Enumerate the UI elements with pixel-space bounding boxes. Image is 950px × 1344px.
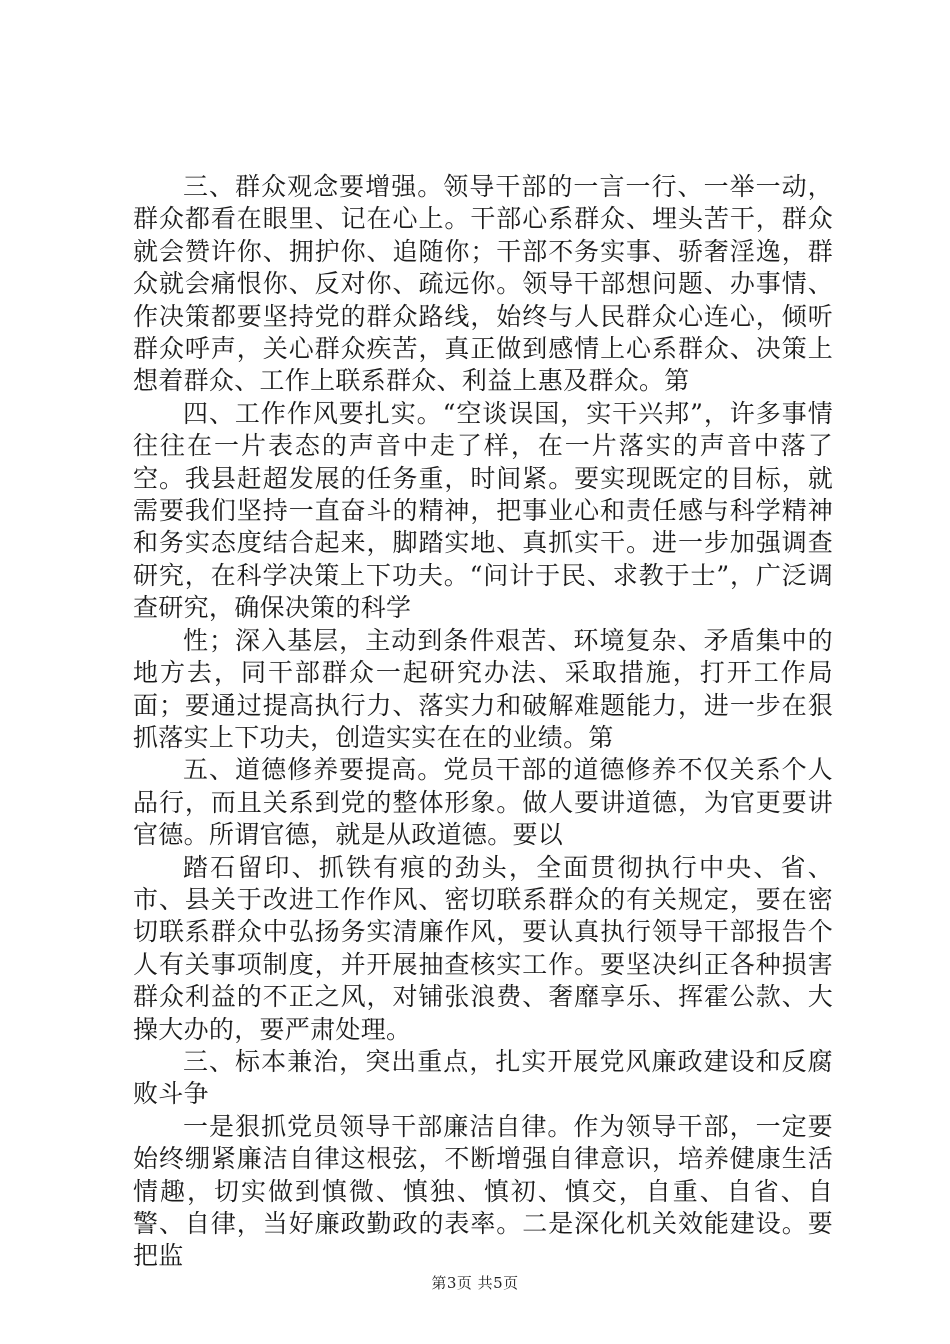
paragraph-moral-cultivation-continued: 踏石留印、抓铁有痕的劲头，全面贯彻执行中央、省、市、县关于改进工作作风、密切联系群众的有关规定，要在密切联系群众中弘扬务实清廉作风，要认真执行领导干部报告个人有关事项制度，并开展抽查核实工作。要坚决纠正各种损害群众利益的不正之风，对铺张浪费、奢靡享乐、挥霍公款、大操大办的，要严肃处理。 [133, 852, 833, 1044]
paragraph-work-style: 四、工作作风要扎实。“空谈误国，实干兴邦”，许多事情往往在一片表态的声音中走了样，在一片落实的声音中落了空。我县赶超发展的任务重，时间紧。要实现既定的目标，就需要我们坚持一直奋斗的精神，把事业心和责任感与科学精神和务实态度结合起来，脚踏实地、真抓实干。进一步加强调查研究，在科学决策上下功夫。“问计于民、求教于士”，广泛调查研究，确保决策的科学 [133, 398, 833, 623]
paragraph-moral-cultivation: 五、道德修养要提高。党员干部的道德修养不仅关系个人品行，而且关系到党的整体形象。做人要讲道德，为官更要讲官德。所谓官德，就是从政道德。要以 [133, 755, 833, 850]
page-footer: 第3页 共5页 [431, 1274, 519, 1292]
paragraph-work-style-continued: 性；深入基层，主动到条件艰苦、环境复杂、矛盾集中的地方去，同干部群众一起研究办法、采取措施，打开工作局面；要通过提高执行力、落实力和破解难题能力，进一步在狠抓落实上下功夫，创造实实在在的业绩。第 [133, 625, 833, 752]
document-body [133, 171, 833, 1273]
section-heading-anti-corruption: 三、标本兼治，突出重点，扎实开展党风廉政建设和反腐败斗争 [133, 1046, 833, 1109]
paragraph-mass-perspective: 三、群众观念要增强。领导干部的一言一行、一举一动，群众都看在眼里、记在心上。干部心系群众、埋头苦干，群众就会赞许你、拥护你、追随你；干部不务实事、骄奢淫逸，群众就会痛恨你、反对你、疏远你。领导干部想问题、办事情、作决策都要坚持党的群众路线，始终与人民群众心连心，倾听群众呼声，关心群众疾苦，真正做到感情上心系群众、决策上想着群众、工作上联系群众、利益上惠及群众。第 [133, 172, 833, 396]
paragraph-self-discipline: 一是狠抓党员领导干部廉洁自律。作为领导干部，一定要始终绷紧廉洁自律这根弦，不断增强自律意识，培养健康生活情趣，切实做到慎微、慎独、慎初、慎交，自重、自省、自警、自律，当好廉政勤政的表率。二是深化机关效能建设。要把监 [133, 1111, 833, 1271]
